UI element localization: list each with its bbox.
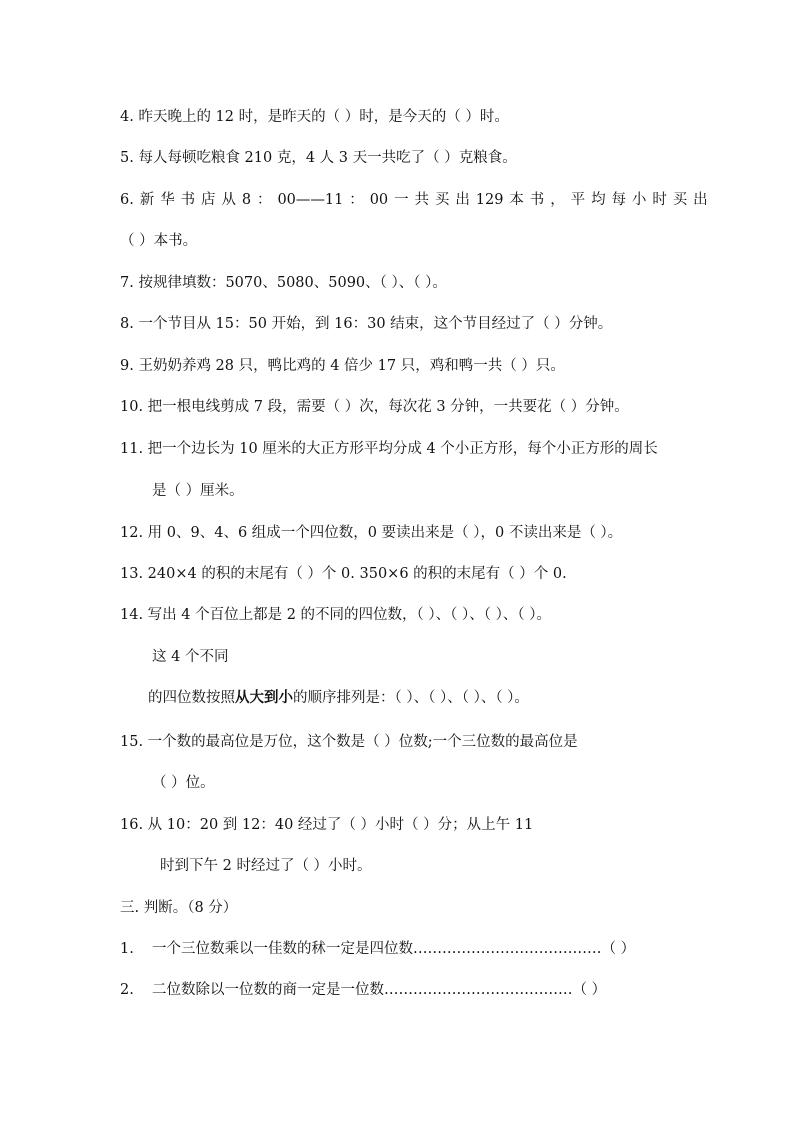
question-15-line-2: （ ）位。 [152,775,215,791]
question-11-line-2: 是（ ）厘米。 [152,483,244,499]
q14-text-bold: 从大到小 [235,689,293,706]
q6-part: 00 [369,192,389,208]
question-8: 8. 一个节目从 15：50 开始，到 16：30 结束，这个节目经过了（ ）分钟。 [120,316,613,332]
judgement-item-2 [120,980,606,1000]
judgement-num: 1. [120,941,134,957]
q6-part: 买 [672,192,688,208]
q6-part: ： [349,192,364,208]
section-3-title: 三. 判断。（8 分） [120,900,238,916]
q6-part: 从 [221,192,236,208]
q6-part: 时 [652,192,667,208]
question-6-line-2: （ ）本书。 [120,233,198,249]
question-15-line-1: 15. 一个数的最高位是万位，这个数是（ ）位数;一个三位数的最高位是 [120,734,578,750]
judgement-num: 2. [120,982,134,998]
question-5: 5. 每人每顿吃粮食 210 克，4 人 3 天一共吃了（ ）克粮食。 [120,150,517,166]
question-6-line-1 [120,190,708,210]
q6-part: 店 [201,192,216,208]
q6-part: 出 [455,192,470,208]
q6-part: 00——11 [277,192,344,208]
question-10: 10. 把一根电线剪成 7 段，需要（ ）次，每次花 3 分钟，一共要花（ ）分钟。 [120,399,629,415]
q6-part: 新 [139,192,155,208]
question-14-line-2: 这 4 个不同 [152,649,229,665]
question-16-line-1: 16. 从 10：20 到 12：40 经过了（ ）小时（ ）分；从上午 11 [120,817,534,833]
q6-part: 均 [591,192,606,208]
q6-part: 书 [180,192,196,208]
q6-part: 本 [509,192,524,208]
q6-part: 8 [241,192,252,208]
question-14-line-3 [148,688,529,708]
q6-part: 买 [434,192,450,208]
judgement-text: 一个三位数乘以一佳数的秫一定是四位数…………………………………（ ） [152,941,636,957]
q14-text-pre: 的四位数按照 [148,690,235,706]
judgement-text: 二位数除以一位数的商一定是一位数…………………………………（ ） [152,982,607,998]
q6-part: 129 [475,192,504,208]
q6-part: 一 [394,192,409,208]
q6-part: 每 [611,192,626,208]
question-4: 4. 昨天晚上的 12 时，是昨天的（ ）时，是今天的（ ）时。 [120,109,509,125]
q14-text-post: 的顺序排列是：（ ）、（ ）、（ ）、（ ）。 [293,690,529,706]
question-13: 13. 240×4 的积的末尾有（ ）个 0. 350×6 的积的末尾有（ ）个 0. [120,566,567,582]
q6-part: 平 [570,192,586,208]
question-14-line-1: 14. 写出 4 个百位上都是 2 的不同的四位数，（ ）、（ ）、（ ）、（ ）。 [120,607,551,623]
judgement-item-1 [120,939,635,959]
question-16-line-2: 时到下午 2 时经过了（ ）小时。 [160,858,372,874]
q6-part: 6. [120,192,134,208]
question-11-line-1: 11. 把一个边长为 10 厘米的大正方形平均分成 4 个小正方形，每个小正方形的周长 [120,441,658,457]
q6-part: 共 [414,192,429,208]
q6-part: ： [257,192,272,208]
question-12: 12. 用 0、9、4、6 组成一个四位数，0 要读出来是（ ），0 不读出来是（ ）。 [120,525,623,541]
question-9: 9. 王奶奶养鸡 28 只，鸭比鸡的 4 倍少 17 只，鸡和鸭一共（ ）只。 [120,358,565,374]
q6-part: 书 [529,192,545,208]
q6-part: ， [550,192,565,208]
q6-part: 华 [160,192,175,208]
question-7: 7. 按规律填数：5070、5080、5090、（ ）、（ ）。 [120,275,447,291]
q6-part: 出 [693,192,708,208]
q6-part: 小 [631,192,647,208]
